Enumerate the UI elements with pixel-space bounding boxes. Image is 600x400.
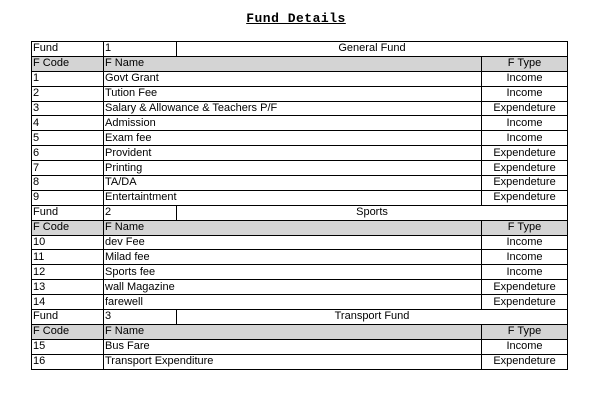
table-row [32,101,568,116]
fund-number: 2 [104,205,177,220]
fee-code: 10 [32,235,104,250]
fund-name: Transport Fund [177,310,568,325]
column-header-row [32,324,568,339]
fee-type: Income [482,339,568,354]
table-row [32,116,568,131]
fee-type: Income [482,250,568,265]
fund-label: Fund [32,205,104,220]
fee-code: 9 [32,190,104,205]
fee-code: 12 [32,265,104,280]
type-header: F Type [482,56,568,71]
table-row [32,176,568,191]
fee-type: Income [482,86,568,101]
fee-name: Bus Fare [104,339,482,354]
table-row [32,235,568,250]
fund-details-table [31,41,568,370]
fee-type: Income [482,235,568,250]
fee-name: Salary & Allowance & Teachers P/F [104,101,482,116]
fee-code: 4 [32,116,104,131]
fund-name: Sports [177,205,568,220]
table-row [32,265,568,280]
fee-code: 1 [32,71,104,86]
table-row [32,86,568,101]
fund-name: General Fund [177,42,568,57]
code-header: F Code [32,324,104,339]
fee-code: 8 [32,176,104,191]
fee-name: Printing [104,161,482,176]
fund-number: 1 [104,42,177,57]
fee-name: Tution Fee [104,86,482,101]
fee-code: 11 [32,250,104,265]
fund-table-body [32,42,568,370]
table-row [32,161,568,176]
table-row [32,280,568,295]
type-header: F Type [482,220,568,235]
fee-name: Entertaintment [104,190,482,205]
fund-row [32,42,568,57]
fund-label: Fund [32,310,104,325]
fee-name: Transport Expenditure [104,354,482,369]
fee-name: Provident [104,146,482,161]
fee-type: Income [482,131,568,146]
code-header: F Code [32,56,104,71]
fee-name: Milad fee [104,250,482,265]
name-header: F Name [104,220,482,235]
fee-type: Expendeture [482,101,568,116]
fee-type: Income [482,265,568,280]
table-row [32,190,568,205]
table-row [32,71,568,86]
fee-type: Expendeture [482,354,568,369]
fee-type: Expendeture [482,280,568,295]
fee-code: 7 [32,161,104,176]
fee-name: Admission [104,116,482,131]
fee-code: 2 [32,86,104,101]
fee-type: Income [482,116,568,131]
fee-name: dev Fee [104,235,482,250]
fee-code: 5 [32,131,104,146]
fee-type: Expendeture [482,295,568,310]
name-header: F Name [104,56,482,71]
fund-row [32,205,568,220]
fee-type: Income [482,71,568,86]
fund-label: Fund [32,42,104,57]
table-row [32,250,568,265]
fee-type: Expendeture [482,161,568,176]
fee-name: TA/DA [104,176,482,191]
type-header: F Type [482,324,568,339]
report-title: Fund Details [246,11,346,26]
code-header: F Code [32,220,104,235]
fund-row [32,310,568,325]
column-header-row [32,220,568,235]
name-header: F Name [104,324,482,339]
fee-code: 16 [32,354,104,369]
fund-number: 3 [104,310,177,325]
fee-name: Sports fee [104,265,482,280]
fee-name: farewell [104,295,482,310]
fee-name: Exam fee [104,131,482,146]
fee-code: 3 [32,101,104,116]
table-row [32,131,568,146]
fee-name: Govt Grant [104,71,482,86]
fee-name: wall Magazine [104,280,482,295]
fee-type: Expendeture [482,146,568,161]
fee-code: 14 [32,295,104,310]
table-row [32,146,568,161]
fee-code: 15 [32,339,104,354]
table-row [32,354,568,369]
fee-code: 6 [32,146,104,161]
fee-type: Expendeture [482,190,568,205]
fee-type: Expendeture [482,176,568,191]
table-row [32,339,568,354]
fee-code: 13 [32,280,104,295]
column-header-row [32,56,568,71]
table-row [32,295,568,310]
